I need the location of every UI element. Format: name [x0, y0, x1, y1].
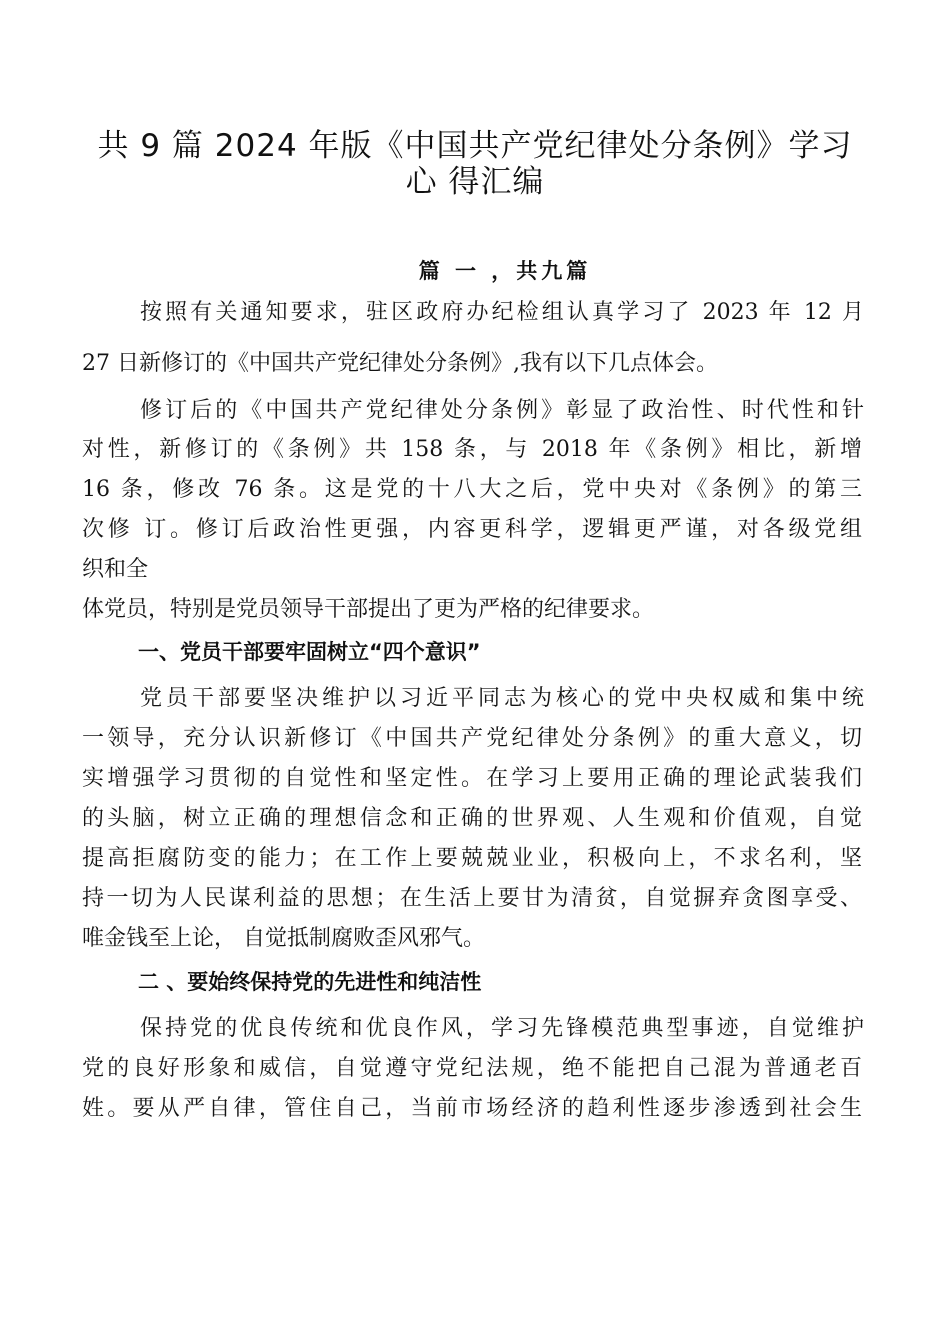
paragraph-line: 保持党的优良传统和优良作风，学习先锋模范典型事迹，自觉维护: [140, 1016, 864, 1041]
paragraph-line: 按照有关通知要求，驻区政府办纪检组认真学习了 2023 年 12 月: [140, 300, 864, 325]
paragraph-line: 的头脑，树立正确的理想信念和正确的世界观、人生观和价值观，自觉: [82, 806, 862, 831]
section-heading-2: 二 、要始终保持党的先进性和纯洁性: [138, 970, 482, 994]
paragraph-line: 体党员，特别是党员领导干部提出了更为严格的纪律要求。: [82, 597, 655, 622]
paragraph-line: 27 日新修订的《中国共产党纪律处分条例》,我有以下几点体会。: [82, 351, 718, 376]
paragraph-line: 次修 订。修订后政治性更强，内容更科学，逻辑更严谨，对各级党组: [82, 517, 862, 542]
paragraph-line: 持一切为人民谋利益的思想；在生活上要甘为清贫，自觉摒弃贪图享受、: [82, 886, 862, 911]
paragraph-line: 党的良好形象和威信，自觉遵守党纪法规，绝不能把自己混为普通老百: [82, 1056, 862, 1081]
paragraph-line: 对性，新修订的《条例》共 158 条，与 2018 年《条例》相比，新增: [82, 437, 862, 462]
paragraph-line: 姓。要从严自律，管住自己，当前市场经济的趋利性逐步渗透到社会生: [82, 1096, 862, 1121]
paragraph-line: 修订后的《中国共产党纪律处分条例》彰显了政治性、时代性和针: [140, 398, 864, 423]
paragraph-line: 唯金钱至上论， 自觉抵制腐败歪风邪气。: [82, 926, 485, 951]
paragraph-line: 一领导，充分认识新修订《中国共产党纪律处分条例》的重大意义，切: [82, 726, 862, 751]
document-title-line-2: 心 得汇编: [405, 164, 545, 200]
section-heading-1: 一、党员干部要牢固树立“四个意识”: [138, 640, 481, 664]
document-title-line-1: 共 9 篇 2024 年版《中国共产党纪律处分条例》学习: [97, 128, 853, 164]
paragraph-line: 织和全: [82, 557, 149, 582]
section-title: 篇 一 ，共九篇: [418, 259, 592, 283]
paragraph-line: 提高拒腐防变的能力；在工作上要兢兢业业，积极向上，不求名利，坚: [82, 846, 862, 871]
paragraph-line: 实增强学习贯彻的自觉性和坚定性。在学习上要用正确的理论武装我们: [82, 766, 862, 791]
paragraph-line: 16 条，修改 76 条。这是党的十八大之后，党中央对《条例》的第三: [82, 477, 862, 502]
paragraph-line: 党员干部要坚决维护以习近平同志为核心的党中央权威和集中统: [140, 686, 864, 711]
